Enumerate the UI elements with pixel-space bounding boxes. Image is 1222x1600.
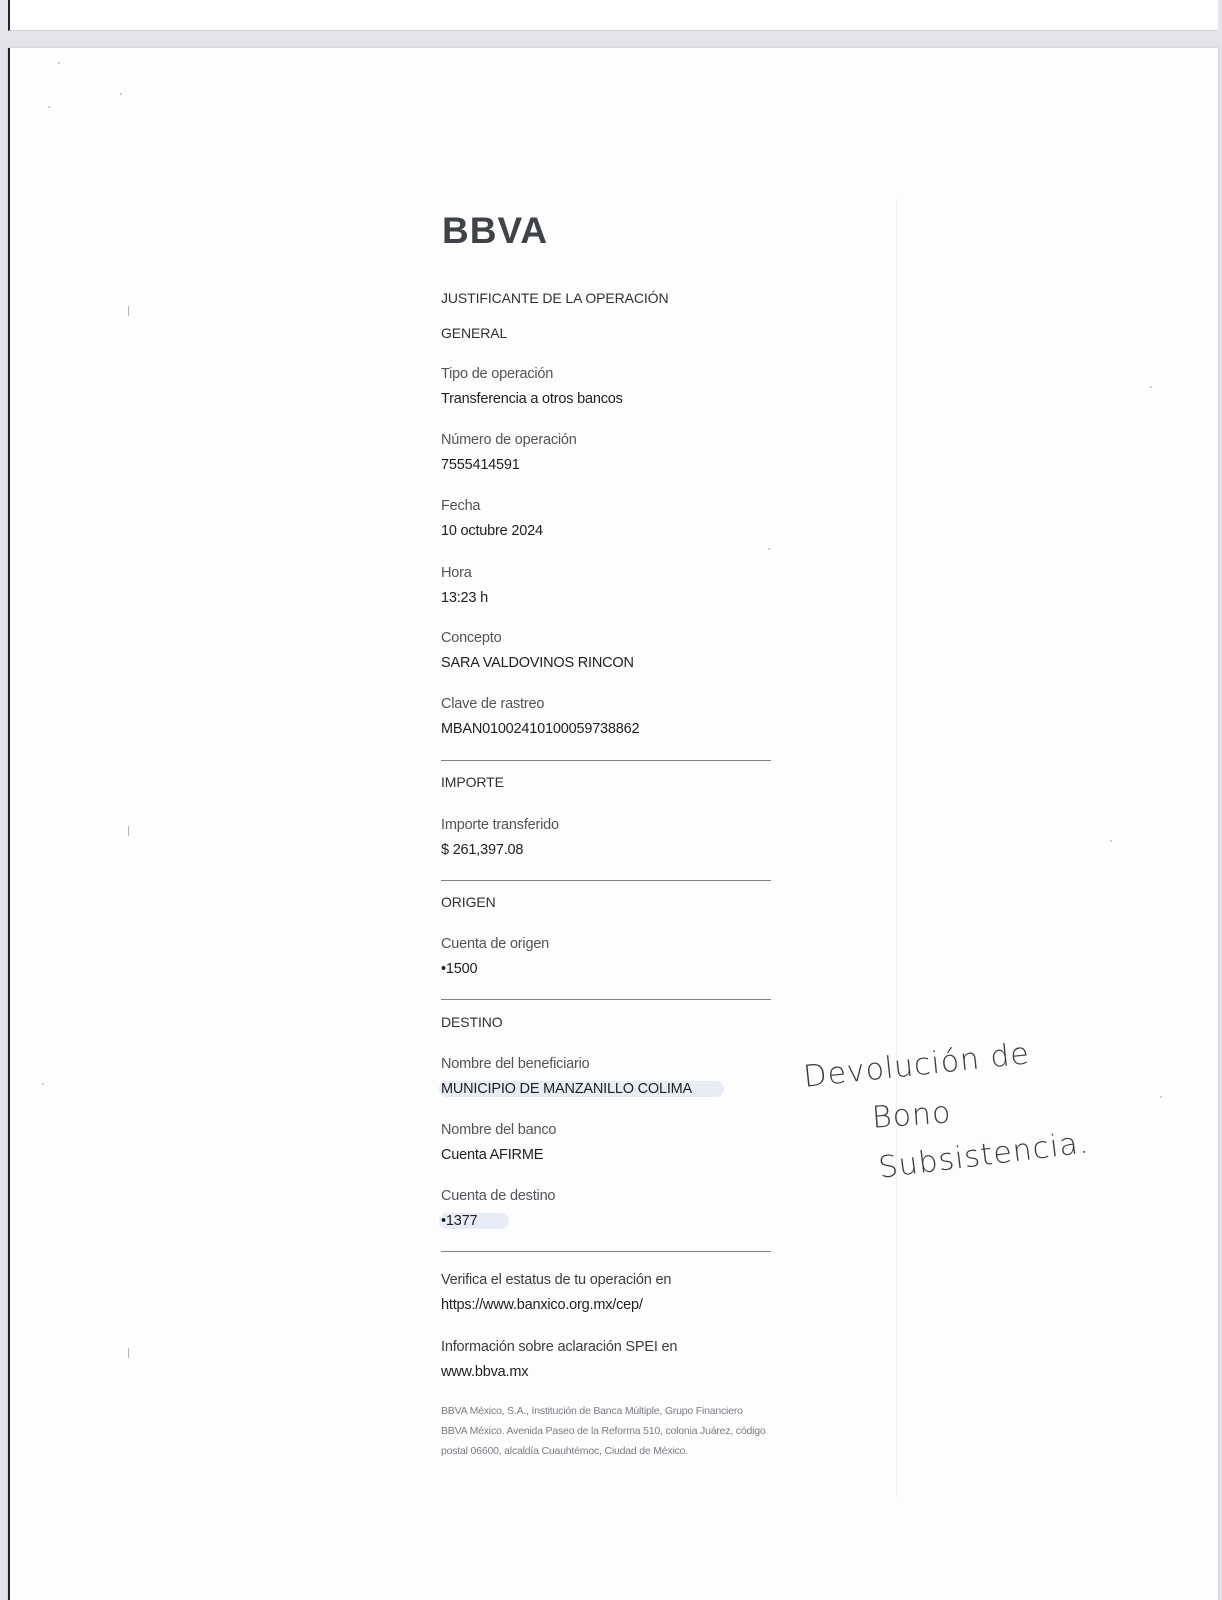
field-label: Nombre del beneficiario — [441, 1056, 590, 1072]
scan-shadow — [896, 198, 897, 1498]
divider — [441, 999, 771, 1000]
field-label: Hora — [441, 565, 472, 581]
field-nombre-banco — [441, 1118, 556, 1168]
field-value: 10 octubre 2024 — [441, 523, 543, 539]
section-general: GENERAL — [441, 325, 508, 341]
field-label: Concepto — [441, 630, 502, 646]
legal-footer: BBVA México, S.A., Institución de Banca Múltiple, Grupo Financiero BBVA México. Avenida Paseo de la Reforma 510, colonia Juárez, código postal 06600, alcaldía Cuauhtémoc, Ciudad de México. — [441, 1405, 766, 1457]
scan-speck — [120, 93, 122, 95]
field-fecha — [441, 494, 543, 544]
scan-mark — [128, 1348, 129, 1358]
field-value: 13:23 h — [441, 590, 488, 606]
scan-speck — [768, 548, 770, 550]
spei-text: Información sobre aclaración SPEI en — [441, 1339, 678, 1355]
field-concepto — [441, 626, 634, 676]
handwritten-note-line-1: Devolución de — [801, 1036, 1032, 1095]
handwritten-note-line-2: Bono — [870, 1095, 953, 1136]
field-label: Número de operación — [441, 432, 577, 448]
verify-url[interactable]: https://www.banxico.org.mx/cep/ — [441, 1297, 643, 1313]
field-value: MBAN01002410100059738862 — [441, 721, 640, 737]
field-value: MUNICIPIO DE MANZANILLO COLIMA — [439, 1081, 724, 1097]
field-hora — [441, 561, 488, 611]
field-tipo-operacion — [441, 362, 623, 412]
field-value: $ 261,397.08 — [441, 842, 524, 858]
divider — [441, 760, 771, 761]
field-label: Cuenta de destino — [441, 1188, 556, 1204]
divider — [441, 880, 771, 881]
section-importe: IMPORTE — [441, 774, 504, 790]
field-value: 7555414591 — [441, 457, 520, 473]
field-value: SARA VALDOVINOS RINCON — [441, 655, 634, 671]
scan-speck — [58, 62, 60, 64]
document-title: JUSTIFICANTE DE LA OPERACIÓN — [441, 290, 669, 306]
field-label: Nombre del banco — [441, 1122, 557, 1138]
verify-status — [441, 1268, 671, 1318]
field-label: Tipo de operación — [441, 366, 554, 382]
field-importe-transferido — [441, 813, 559, 863]
field-label: Importe transferido — [441, 817, 559, 833]
scan-speck — [1160, 1096, 1162, 1098]
scan-speck — [42, 1083, 44, 1085]
field-label: Fecha — [441, 498, 481, 514]
field-label: Cuenta de origen — [441, 936, 550, 952]
scan-mark — [128, 306, 129, 316]
field-value: •1377 — [439, 1213, 509, 1229]
spei-info — [441, 1335, 677, 1385]
scan-speck — [48, 106, 50, 108]
previous-page-edge — [8, 0, 1218, 31]
verify-text: Verifica el estatus de tu operación en — [441, 1272, 672, 1288]
section-origen: ORIGEN — [441, 894, 496, 910]
scan-speck — [1110, 840, 1112, 842]
scan-speck — [1150, 386, 1152, 388]
field-nombre-beneficiario — [441, 1052, 724, 1102]
field-value: •1500 — [441, 961, 478, 977]
field-label: Clave de rastreo — [441, 696, 545, 712]
field-clave-rastreo — [441, 692, 639, 742]
scan-mark — [128, 826, 129, 836]
field-cuenta-origen — [441, 932, 549, 982]
spei-url[interactable]: www.bbva.mx — [441, 1364, 529, 1380]
field-value: Transferencia a otros bancos — [441, 391, 623, 407]
handwritten-note-line-3: Subsistencia. — [876, 1125, 1092, 1186]
divider — [441, 1251, 771, 1252]
bbva-logo: BBVA — [442, 210, 549, 251]
field-numero-operacion — [441, 428, 577, 478]
section-destino: DESTINO — [441, 1014, 503, 1030]
field-cuenta-destino — [441, 1184, 555, 1234]
field-value: Cuenta AFIRME — [441, 1147, 544, 1163]
